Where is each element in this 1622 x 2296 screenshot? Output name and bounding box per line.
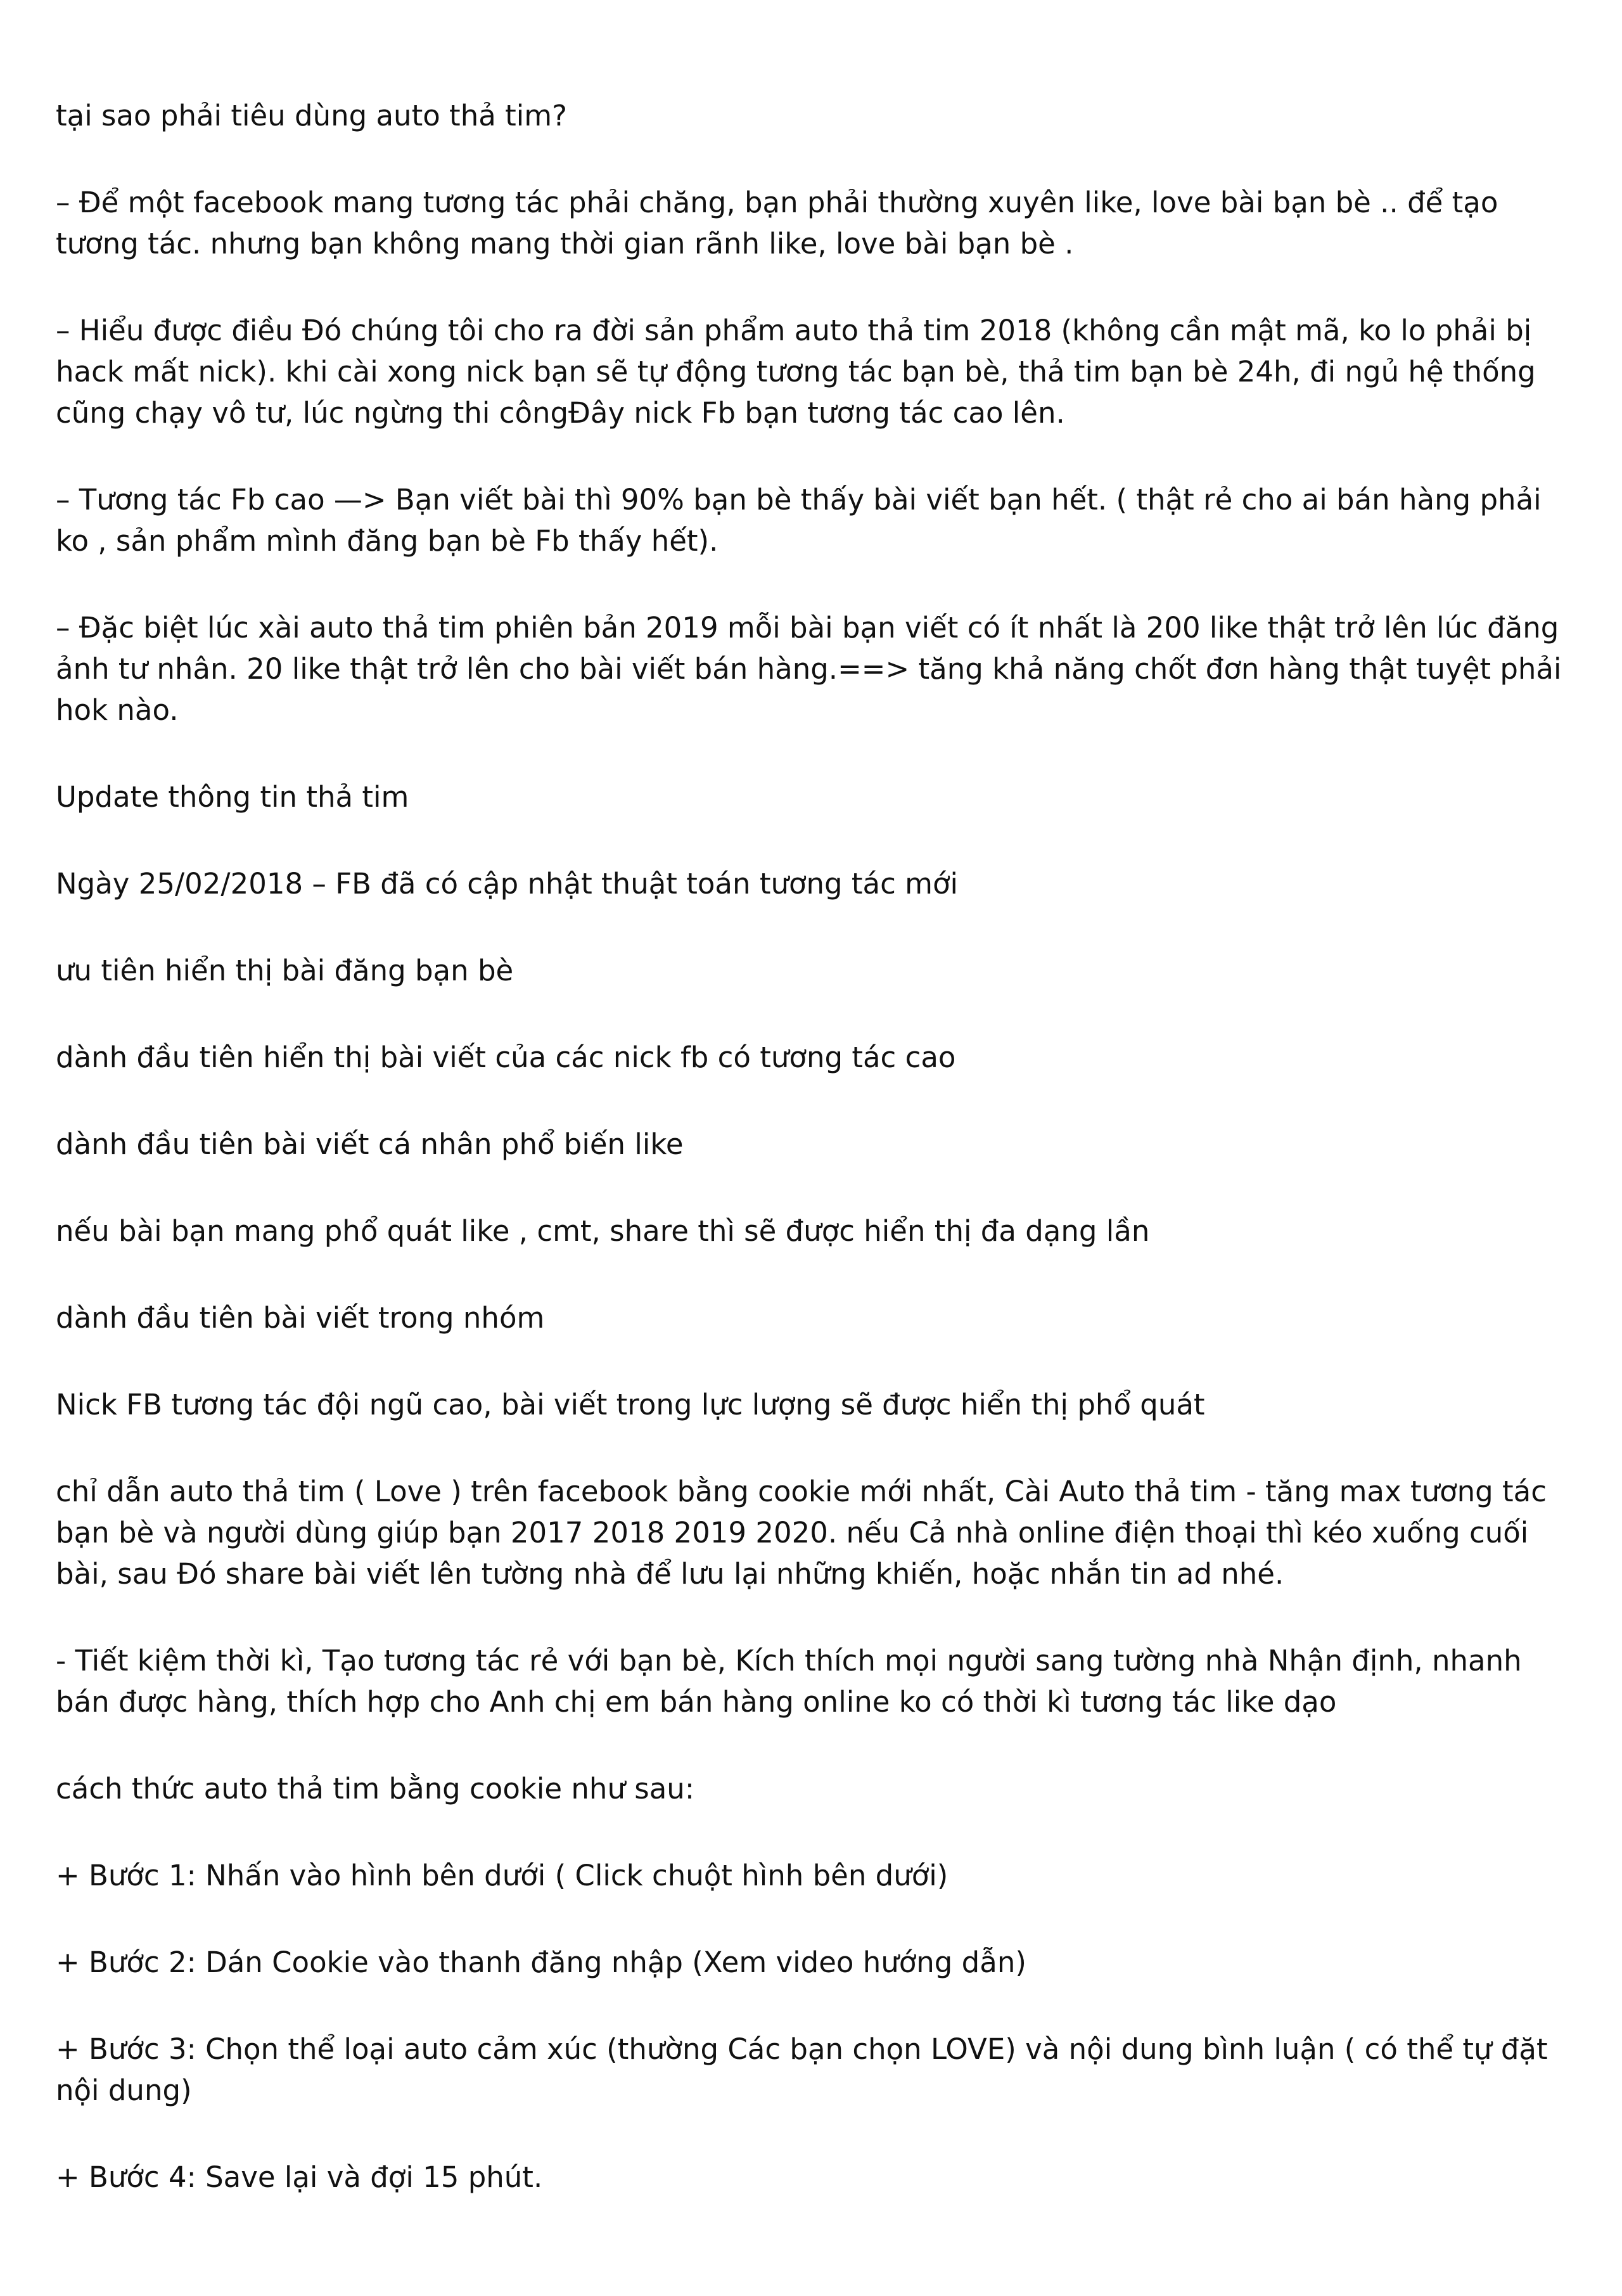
- paragraph-interaction-need: – Để một facebook mang tương tác phải chăng, bạn phải thường xuyên like, love bài bạn bè .. để tạo tương tác. nhưng bạn không mang thời gian rãnh like, love bài bạn bè .: [56, 186, 1498, 260]
- paragraph-step-4: + Bước 4: Save lại và đợi 15 phút.: [56, 2160, 543, 2194]
- paragraph-high-team-interaction: Nick FB tương tác đội ngũ cao, bài viết trong lực lượng sẽ được hiển thị phổ quát: [56, 1388, 1205, 1421]
- paragraph-product-intro: – Hiểu được điều Đó chúng tôi cho ra đời sản phẩm auto thả tim 2018 (không cần mật mã, ko lo phải bị hack mất nick). khi cài xong nick bạn sẽ tự động tương tác bạn bè, thả tim bạn bè 24h, đi ngủ hệ thống cũng chạy vô tư, lúc ngừng thi côngĐây nick Fb bạn tương tác cao lên.: [56, 314, 1536, 430]
- paragraph-why-auto-heart: tại sao phải tiêu dùng auto thả tim?: [56, 99, 567, 132]
- paragraph-high-interaction: – Tương tác Fb cao —> Bạn viết bài thì 90% bạn bè thấy bài viết bạn hết. ( thật rẻ cho ai bán hàng phải ko , sản phẩm mình đăng bạn bè Fb thấy hết).: [56, 483, 1542, 558]
- paragraph-benefits: - Tiết kiệm thời kì, Tạo tương tác rẻ với bạn bè, Kích thích mọi người sang tường nhà Nhận định, nhanh bán được hàng, thích hợp cho Anh chị em bán hàng online ko có thời kì tương tác like dạo: [56, 1644, 1522, 1719]
- paragraph-priority-friends: ưu tiên hiển thị bài đăng bạn bè: [56, 954, 514, 987]
- paragraph-step-2: + Bước 2: Dán Cookie vào thanh đăng nhập (Xem video hướng dẫn): [56, 1946, 1026, 1979]
- paragraph-update-date: Ngày 25/02/2018 – FB đã có cập nhật thuật toán tương tác mới: [56, 867, 959, 901]
- paragraph-popular-posts: nếu bài bạn mang phổ quát like , cmt, share thì sẽ được hiển thị đa dạng lần: [56, 1214, 1150, 1248]
- paragraph-priority-popular: dành đầu tiên bài viết cá nhân phổ biến like: [56, 1127, 684, 1161]
- paragraph-priority-high-interaction: dành đầu tiên hiển thị bài viết của các nick fb có tương tác cao: [56, 1041, 956, 1074]
- paragraph-method-heading: cách thức auto thả tim bằng cookie như sau:: [56, 1772, 694, 1805]
- paragraph-guide-cookie: chỉ dẫn auto thả tim ( Love ) trên facebook bằng cookie mới nhất, Cài Auto thả tim - tăng max tương tác bạn bè và người dùng giúp bạn 2017 2018 2019 2020. nếu Cả nhà online điện thoại thì kéo xuống cuối bài, sau Đó share bài viết lên tường nhà để lưu lại những khiến, hoặc nhắn tin ad nhé.: [56, 1475, 1547, 1591]
- document-body: [56, 95, 1576, 2198]
- paragraph-step-3: + Bước 3: Chọn thể loại auto cảm xúc (thường Các bạn chọn LOVE) và nội dung bình luận ( có thể tự đặt nội dung): [56, 2032, 1548, 2107]
- paragraph-update-heading: Update thông tin thả tim: [56, 780, 409, 814]
- paragraph-2019-version: – Đặc biệt lúc xài auto thả tim phiên bản 2019 mỗi bài bạn viết có ít nhất là 200 like thật trở lên lúc đăng ảnh tư nhân. 20 like thật trở lên cho bài viết bán hàng.==> tăng khả năng chốt đơn hàng thật tuyệt phải hok nào.: [56, 611, 1562, 727]
- paragraph-group-posts: dành đầu tiên bài viết trong nhóm: [56, 1301, 545, 1335]
- paragraph-step-1: + Bước 1: Nhấn vào hình bên dưới ( Click chuột hình bên dưới): [56, 1859, 948, 1892]
